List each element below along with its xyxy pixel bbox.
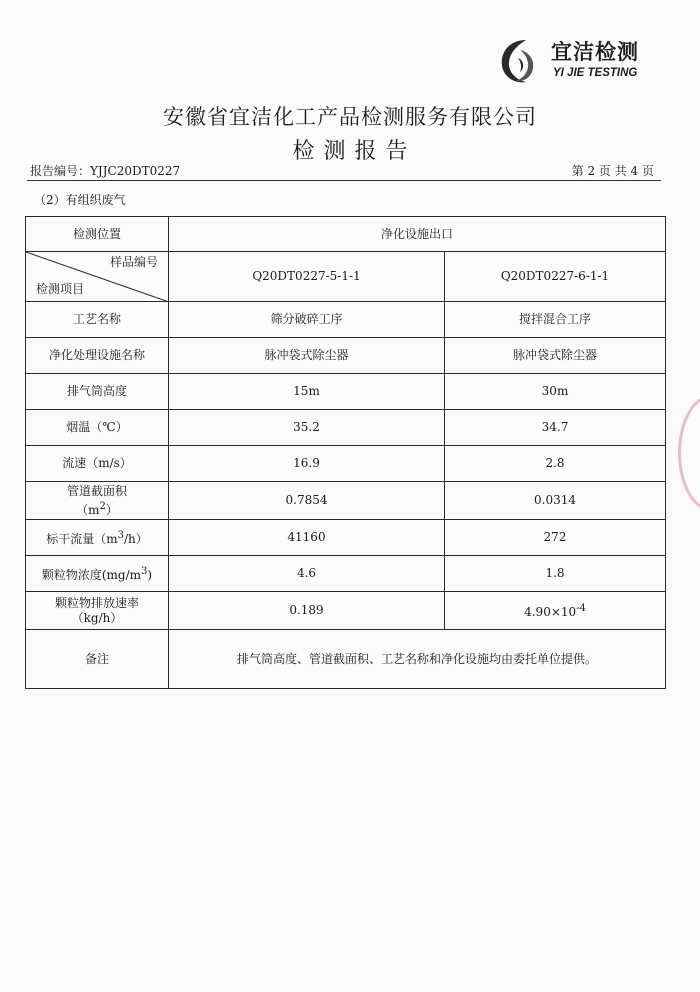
- row-label: 工艺名称: [26, 302, 169, 338]
- sample-id-1: Q20DT0227-5-1-1: [169, 252, 445, 302]
- unit-exponent: 3: [117, 530, 124, 541]
- value-exponent: -4: [576, 603, 586, 614]
- table-row: [26, 374, 666, 410]
- row-label-line2: [26, 499, 168, 518]
- position-value: 净化设施出口: [169, 217, 666, 252]
- table-row: [26, 520, 666, 556]
- page-indicator: 第 2 页 共 4 页: [571, 164, 654, 178]
- row-value-1: 0.7854: [169, 482, 445, 520]
- sample-no-header: 样品编号: [109, 255, 158, 269]
- table-row: [26, 556, 666, 592]
- table-row: [26, 630, 666, 689]
- company-name: 安徽省宜洁化工产品检测服务有限公司: [163, 105, 537, 129]
- row-label-line1: 管道截面积: [66, 483, 127, 498]
- unit-text: ）: [105, 502, 118, 517]
- logo-text-en: YI JIE TESTING: [553, 67, 638, 79]
- row-label: [26, 556, 169, 592]
- yijie-swirl-logo-icon: [496, 36, 542, 86]
- label-text: 颗粒物浓度(mg/m: [41, 568, 142, 582]
- row-label: [26, 520, 169, 556]
- table-row: [26, 302, 666, 338]
- row-value-1: 4.6: [169, 556, 445, 592]
- sample-id-2: Q20DT0227-6-1-1: [445, 252, 666, 302]
- doc-title: 检测报告: [292, 139, 417, 164]
- row-label-line1: 颗粒物排放速率: [54, 595, 139, 610]
- row-value-2: [445, 592, 666, 630]
- row-value-1: 脉冲袋式除尘器: [169, 338, 445, 374]
- stamp-edge: [678, 395, 700, 511]
- label-text: /h）: [123, 532, 148, 546]
- row-value-2: 272: [445, 520, 666, 556]
- row-value-2: 2.8: [445, 446, 666, 482]
- test-item-header: 检测项目: [36, 282, 85, 296]
- logo-text-cn: 宜洁检测: [551, 40, 639, 64]
- table-row: [26, 592, 666, 630]
- row-value-2: 1.8: [445, 556, 666, 592]
- row-label: 排气筒高度: [26, 374, 169, 410]
- report-number: 报告编号：YJJC20DT0227: [30, 164, 181, 178]
- row-label: [26, 592, 169, 630]
- position-label: 检测位置: [26, 217, 169, 252]
- emission-table: [25, 216, 666, 689]
- remark-label: 备注: [26, 630, 169, 689]
- value-base: 4.90×10: [524, 605, 577, 619]
- row-value-1: 41160: [169, 520, 445, 556]
- company-logo: [496, 30, 666, 90]
- row-value-2: 34.7: [445, 410, 666, 446]
- table-row: [26, 482, 666, 520]
- label-text: 标干流量（m: [46, 532, 118, 546]
- table-row: [26, 446, 666, 482]
- label-text: ): [147, 568, 153, 582]
- unit-exponent: 2: [99, 500, 106, 512]
- section-title: （2）有组织废气: [34, 193, 126, 207]
- table-row: [26, 252, 666, 302]
- row-label: 烟温（℃）: [26, 410, 169, 446]
- row-value-2: 0.0314: [445, 482, 666, 520]
- row-label-line2: （kg/h）: [71, 610, 123, 625]
- row-value-1: 15m: [169, 374, 445, 410]
- header-divider: [27, 180, 661, 181]
- row-value-2: 搅拌混合工序: [445, 302, 666, 338]
- row-value-2: 脉冲袋式除尘器: [445, 338, 666, 374]
- unit-text: （m: [76, 502, 100, 517]
- row-label: 净化处理设施名称: [26, 338, 169, 374]
- table-row: [26, 217, 666, 252]
- table-row: [26, 338, 666, 374]
- table-row: [26, 410, 666, 446]
- diagonal-header-cell: [26, 252, 169, 302]
- remark-text: 排气筒高度、管道截面积、工艺名称和净化设施均由委托单位提供。: [169, 630, 666, 689]
- row-label: 流速（m/s）: [26, 446, 169, 482]
- row-value-1: 16.9: [169, 446, 445, 482]
- unit-exponent: 3: [141, 566, 148, 577]
- row-value-2: 30m: [445, 374, 666, 410]
- row-value-1: 筛分破碎工序: [169, 302, 445, 338]
- row-label: [26, 482, 169, 520]
- row-value-1: 35.2: [169, 410, 445, 446]
- row-value-1: 0.189: [169, 592, 445, 630]
